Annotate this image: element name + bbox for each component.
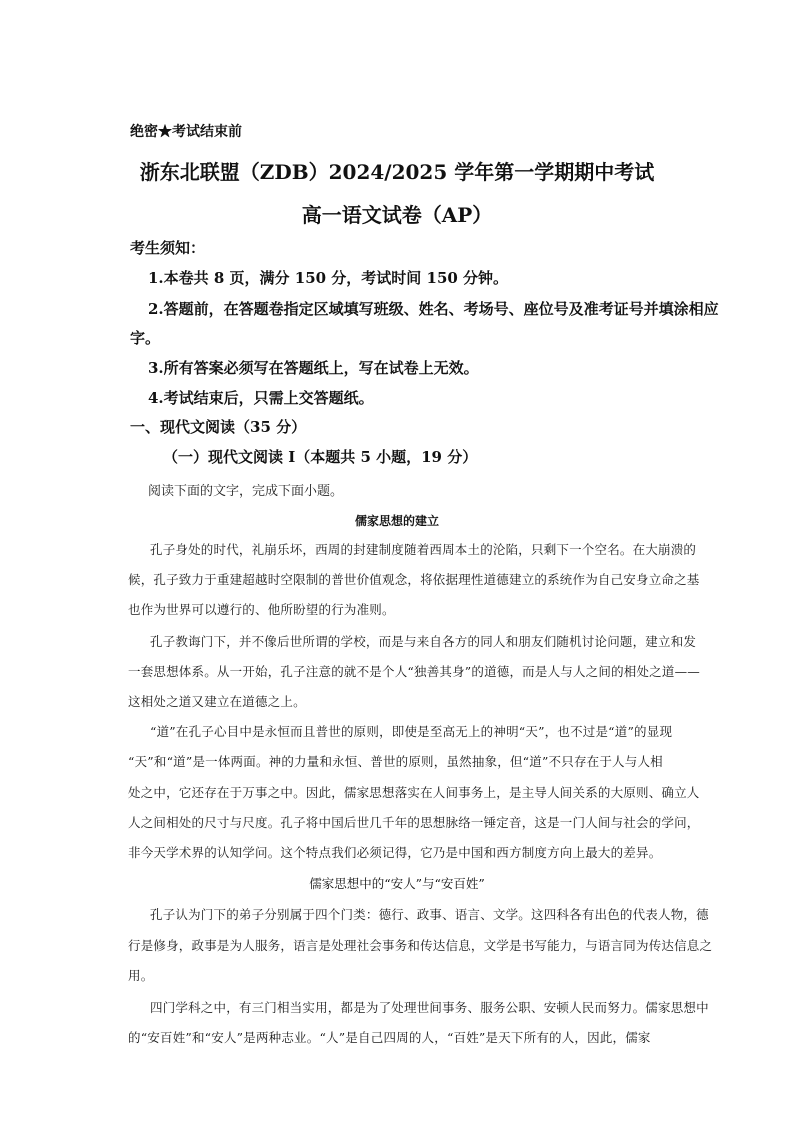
article-line: 非今天学术界的认知学问。这个特点我们必须记得，它乃是中国和西方制度方向上最大的差异。: [128, 845, 662, 860]
article-line: 的“安百姓”和“安人”是两种志业。“人”是自己四周的人，“百姓”是天下所有的人，因此，儒家: [128, 1030, 651, 1045]
article-line: 这相处之道又建立在道德之上。: [128, 694, 306, 709]
article-line: 行是修身，政事是为人服务，语言是处理社会事务和传达信息，文学是书写能力，与语言同为传达信息之: [128, 938, 713, 953]
article-line: 也作为世界可以遵行的、他所盼望的行为准则。: [128, 602, 395, 617]
notes-heading: 考生须知：: [130, 239, 206, 257]
article-line: “道”在孔子心目中是永恒而且普世的原则，即使是至高无上的神明“天”，也不过是“道”的显现: [150, 724, 673, 739]
note-item: 字。: [130, 329, 161, 347]
article-line: 人之间相处的尺寸与尺度。孔子将中国后世几千年的思想脉络一锤定音，这是一门人间与社会的学问，: [128, 815, 700, 830]
exam-title: 浙东北联盟（ZDB）2024/2025 学年第一学期期中考试: [139, 160, 655, 184]
article-line: 处之中，它还存在于万事之中。因此，儒家思想落实在人间事务上，是主导人间关系的大原则、确立人: [128, 785, 700, 800]
confidential-label: 绝密★考试结束前: [130, 124, 242, 140]
section-heading: 一、现代文阅读（35 分）: [130, 418, 307, 436]
reading-instruction: 阅读下面的文字，完成下面小题。: [148, 484, 344, 499]
note-item: 4.考试结束后，只需上交答题纸。: [148, 389, 374, 407]
article-line: 孔子教诲门下，并不像后世所谓的学校，而是与来自各方的同人和朋友们随机讨论问题，建立和发: [150, 634, 697, 649]
article-line: 一套思想体系。从一开始，孔子注意的就不是个人“独善其身”的道德，而是人与人之间的相处之道——: [128, 664, 700, 679]
note-item: 3.所有答案必须写在答题纸上，写在试卷上无效。: [148, 359, 479, 377]
exam-subtitle: 高一语文试卷（AP）: [301, 203, 493, 227]
article-subheading: 儒家思想中的“安人”与“安百姓”: [309, 876, 485, 891]
article-line: “天”和“道”是一体两面。神的力量和永恒、普世的原则，虽然抽象，但“道”不只存在于人与人相: [128, 754, 663, 769]
article-line: 四门学科之中，有三门相当实用，都是为了处理世间事务、服务公职、安顿人民而努力。儒家思想中: [150, 1000, 709, 1015]
article-line: 用。: [128, 968, 154, 983]
article-title: 儒家思想的建立: [354, 514, 439, 528]
note-item: 2.答题前，在答题卷指定区域填写班级、姓名、考场号、座位号及准考证号并填涂相应: [148, 300, 719, 318]
article-line: 孔子认为门下的弟子分别属于四个门类：德行、政事、语言、文学。这四科各有出色的代表人物，德: [150, 907, 709, 922]
article-line: 孔子身处的时代，礼崩乐坏，西周的封建制度随着西周本土的沦陷，只剩下一个空名。在大崩溃的: [150, 542, 697, 557]
note-item: 1.本卷共 8 页，满分 150 分，考试时间 150 分钟。: [148, 269, 509, 287]
section-subheading: （一）现代文阅读 I（本题共 5 小题，19 分）: [163, 448, 478, 466]
article-line: 候，孔子致力于重建超越时空限制的普世价值观念，将依据理性道德建立的系统作为自己安身立命之基: [128, 572, 700, 587]
